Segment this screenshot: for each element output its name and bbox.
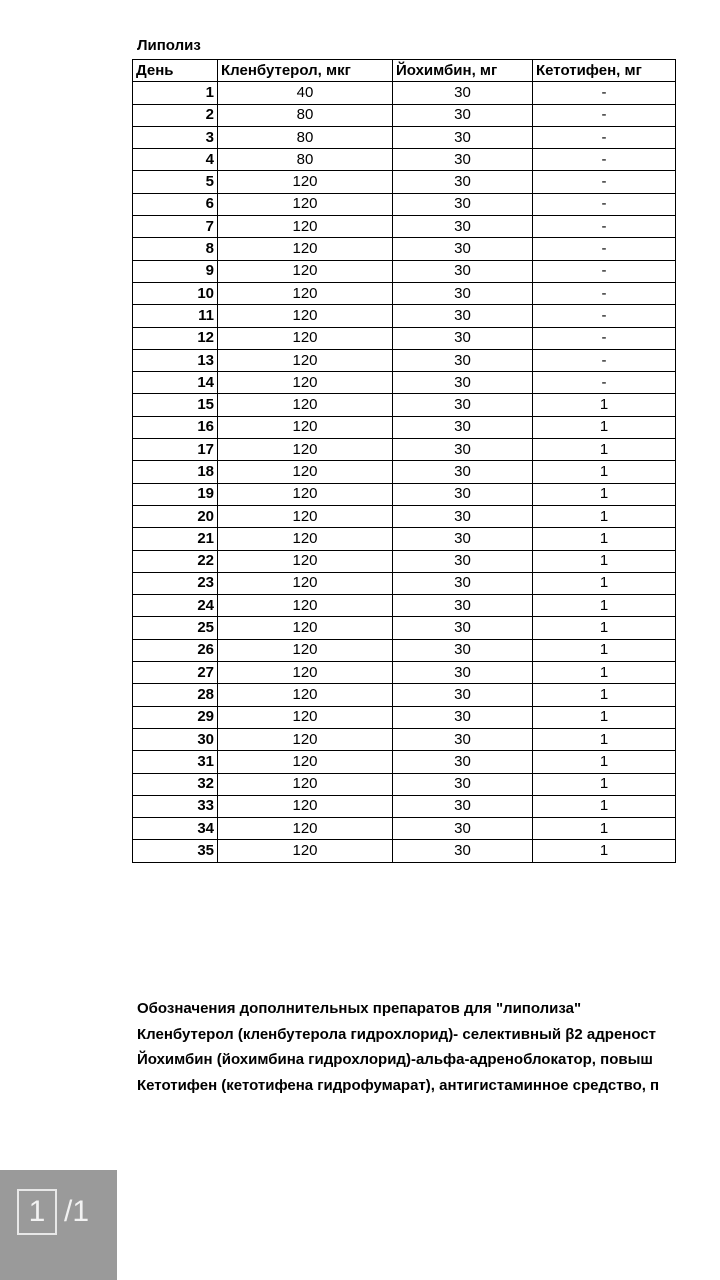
note-yohimbine: Йохимбин (йохимбина гидрохлорид)-альфа-адреноблокатор, повыш — [137, 1051, 653, 1068]
cell-day: 8 — [133, 238, 218, 260]
cell-yohimbine: 30 — [393, 795, 533, 817]
cell-yohimbine: 30 — [393, 126, 533, 148]
table-row — [133, 349, 676, 371]
table-row — [133, 149, 676, 171]
table-row — [133, 416, 676, 438]
cell-day: 28 — [133, 684, 218, 706]
cell-yohimbine: 30 — [393, 684, 533, 706]
cell-day: 13 — [133, 349, 218, 371]
cell-yohimbine: 30 — [393, 149, 533, 171]
cell-yohimbine: 30 — [393, 728, 533, 750]
cell-clenbuterol: 120 — [218, 773, 393, 795]
cell-day: 21 — [133, 528, 218, 550]
cell-yohimbine: 30 — [393, 439, 533, 461]
cell-yohimbine: 30 — [393, 595, 533, 617]
cell-day: 26 — [133, 639, 218, 661]
cell-yohimbine: 30 — [393, 706, 533, 728]
cell-yohimbine: 30 — [393, 238, 533, 260]
cell-day: 24 — [133, 595, 218, 617]
table-row — [133, 104, 676, 126]
cell-day: 11 — [133, 305, 218, 327]
cell-clenbuterol: 120 — [218, 550, 393, 572]
table-row — [133, 595, 676, 617]
cell-ketotifen: 1 — [533, 795, 676, 817]
table-row — [133, 305, 676, 327]
table-row — [133, 483, 676, 505]
cell-day: 27 — [133, 662, 218, 684]
table-row — [133, 818, 676, 840]
cell-ketotifen: 1 — [533, 818, 676, 840]
cell-yohimbine: 30 — [393, 216, 533, 238]
table-row — [133, 171, 676, 193]
cell-clenbuterol: 120 — [218, 305, 393, 327]
cell-ketotifen: - — [533, 149, 676, 171]
cell-day: 18 — [133, 461, 218, 483]
cell-ketotifen: - — [533, 327, 676, 349]
cell-ketotifen: 1 — [533, 684, 676, 706]
cell-ketotifen: 1 — [533, 483, 676, 505]
cell-clenbuterol: 80 — [218, 104, 393, 126]
table-row — [133, 684, 676, 706]
cell-ketotifen: 1 — [533, 773, 676, 795]
cell-ketotifen: - — [533, 104, 676, 126]
cell-clenbuterol: 120 — [218, 372, 393, 394]
table-row — [133, 260, 676, 282]
table-row — [133, 126, 676, 148]
cell-ketotifen: - — [533, 260, 676, 282]
cell-ketotifen: 1 — [533, 394, 676, 416]
header-day: День — [133, 60, 218, 82]
cell-day: 29 — [133, 706, 218, 728]
table-row — [133, 282, 676, 304]
cell-clenbuterol: 80 — [218, 149, 393, 171]
cell-yohimbine: 30 — [393, 104, 533, 126]
cell-day: 33 — [133, 795, 218, 817]
cell-yohimbine: 30 — [393, 327, 533, 349]
note-clenbuterol: Кленбутерол (кленбутерола гидрохлорид)- селективный β2 адреност — [137, 1025, 657, 1043]
table-row — [133, 193, 676, 215]
cell-day: 2 — [133, 104, 218, 126]
cell-clenbuterol: 120 — [218, 171, 393, 193]
sheet-title: Липолиз — [137, 37, 201, 54]
table-row — [133, 216, 676, 238]
cell-day: 35 — [133, 840, 218, 862]
cell-clenbuterol: 120 — [218, 216, 393, 238]
cell-ketotifen: 1 — [533, 572, 676, 594]
cell-day: 25 — [133, 617, 218, 639]
cell-ketotifen: 1 — [533, 595, 676, 617]
cell-clenbuterol: 120 — [218, 572, 393, 594]
cell-day: 4 — [133, 149, 218, 171]
cell-yohimbine: 30 — [393, 461, 533, 483]
cell-day: 3 — [133, 126, 218, 148]
cell-clenbuterol: 120 — [218, 349, 393, 371]
cell-ketotifen: 1 — [533, 662, 676, 684]
cell-ketotifen: 1 — [533, 461, 676, 483]
cell-ketotifen: - — [533, 126, 676, 148]
cell-day: 1 — [133, 82, 218, 104]
cell-yohimbine: 30 — [393, 773, 533, 795]
cell-day: 34 — [133, 818, 218, 840]
cell-yohimbine: 30 — [393, 282, 533, 304]
cell-ketotifen: 1 — [533, 416, 676, 438]
cell-clenbuterol: 120 — [218, 684, 393, 706]
table-row — [133, 728, 676, 750]
table-row — [133, 840, 676, 862]
cell-yohimbine: 30 — [393, 372, 533, 394]
total-pages: /1 — [64, 1195, 90, 1228]
notes-section — [137, 996, 720, 1098]
cell-ketotifen: - — [533, 349, 676, 371]
cell-day: 31 — [133, 751, 218, 773]
cell-day: 15 — [133, 394, 218, 416]
cell-ketotifen: - — [533, 171, 676, 193]
cell-ketotifen: 1 — [533, 550, 676, 572]
cell-yohimbine: 30 — [393, 662, 533, 684]
table-row — [133, 461, 676, 483]
cell-ketotifen: - — [533, 282, 676, 304]
cell-ketotifen: - — [533, 216, 676, 238]
cell-clenbuterol: 80 — [218, 126, 393, 148]
cell-ketotifen: 1 — [533, 528, 676, 550]
cell-ketotifen: - — [533, 305, 676, 327]
cell-ketotifen: 1 — [533, 751, 676, 773]
cell-ketotifen: 1 — [533, 639, 676, 661]
cell-ketotifen: - — [533, 372, 676, 394]
cell-day: 20 — [133, 505, 218, 527]
cell-day: 22 — [133, 550, 218, 572]
cell-clenbuterol: 120 — [218, 282, 393, 304]
table-row — [133, 572, 676, 594]
table-row — [133, 639, 676, 661]
cell-yohimbine: 30 — [393, 751, 533, 773]
cell-yohimbine: 30 — [393, 416, 533, 438]
cell-clenbuterol: 40 — [218, 82, 393, 104]
table-row — [133, 662, 676, 684]
cell-ketotifen: 1 — [533, 728, 676, 750]
cell-clenbuterol: 120 — [218, 751, 393, 773]
cell-day: 10 — [133, 282, 218, 304]
cell-clenbuterol: 120 — [218, 662, 393, 684]
cell-yohimbine: 30 — [393, 394, 533, 416]
cell-day: 19 — [133, 483, 218, 505]
cell-day: 5 — [133, 171, 218, 193]
cell-yohimbine: 30 — [393, 260, 533, 282]
header-clenbuterol: Кленбутерол, мкг — [218, 60, 393, 82]
cell-day: 30 — [133, 728, 218, 750]
cell-yohimbine: 30 — [393, 572, 533, 594]
cell-yohimbine: 30 — [393, 639, 533, 661]
cell-clenbuterol: 120 — [218, 461, 393, 483]
cell-clenbuterol: 120 — [218, 238, 393, 260]
table-row — [133, 751, 676, 773]
header-yohimbine: Йохимбин, мг — [393, 60, 533, 82]
table-row — [133, 238, 676, 260]
cell-clenbuterol: 120 — [218, 327, 393, 349]
cell-day: 7 — [133, 216, 218, 238]
cell-ketotifen: 1 — [533, 617, 676, 639]
cell-clenbuterol: 120 — [218, 795, 393, 817]
cell-clenbuterol: 120 — [218, 728, 393, 750]
cell-clenbuterol: 120 — [218, 394, 393, 416]
cell-yohimbine: 30 — [393, 483, 533, 505]
table-row — [133, 617, 676, 639]
cell-day: 23 — [133, 572, 218, 594]
cell-day: 16 — [133, 416, 218, 438]
cell-day: 14 — [133, 372, 218, 394]
cell-ketotifen: - — [533, 82, 676, 104]
page-indicator[interactable] — [0, 1170, 117, 1280]
cell-clenbuterol: 120 — [218, 260, 393, 282]
table-row — [133, 439, 676, 461]
cell-clenbuterol: 120 — [218, 617, 393, 639]
cell-ketotifen: - — [533, 193, 676, 215]
table-row — [133, 327, 676, 349]
current-page[interactable]: 1 — [17, 1189, 57, 1235]
cell-clenbuterol: 120 — [218, 193, 393, 215]
table-row — [133, 505, 676, 527]
cell-yohimbine: 30 — [393, 505, 533, 527]
cell-clenbuterol: 120 — [218, 416, 393, 438]
cell-yohimbine: 30 — [393, 528, 533, 550]
cell-clenbuterol: 120 — [218, 528, 393, 550]
table-row — [133, 550, 676, 572]
cell-clenbuterol: 120 — [218, 818, 393, 840]
table-row — [133, 706, 676, 728]
notes-heading: Обозначения дополнительных препаратов для "липолиза" — [137, 1000, 582, 1017]
cell-yohimbine: 30 — [393, 305, 533, 327]
cell-clenbuterol: 120 — [218, 505, 393, 527]
cell-clenbuterol: 120 — [218, 639, 393, 661]
dosage-table — [132, 59, 676, 863]
cell-clenbuterol: 120 — [218, 595, 393, 617]
cell-yohimbine: 30 — [393, 193, 533, 215]
table-row — [133, 82, 676, 104]
table-header-row — [133, 60, 676, 82]
cell-clenbuterol: 120 — [218, 840, 393, 862]
table-row — [133, 773, 676, 795]
cell-ketotifen: 1 — [533, 706, 676, 728]
cell-day: 6 — [133, 193, 218, 215]
note-ketotifen: Кетотифен (кетотифена гидрофумарат), антигистаминное средство, п — [137, 1076, 660, 1094]
cell-day: 12 — [133, 327, 218, 349]
cell-day: 32 — [133, 773, 218, 795]
cell-yohimbine: 30 — [393, 617, 533, 639]
cell-yohimbine: 30 — [393, 82, 533, 104]
cell-day: 9 — [133, 260, 218, 282]
cell-clenbuterol: 120 — [218, 706, 393, 728]
cell-clenbuterol: 120 — [218, 483, 393, 505]
cell-yohimbine: 30 — [393, 840, 533, 862]
cell-ketotifen: 1 — [533, 505, 676, 527]
cell-yohimbine: 30 — [393, 171, 533, 193]
cell-ketotifen: 1 — [533, 840, 676, 862]
table-row — [133, 528, 676, 550]
cell-ketotifen: - — [533, 238, 676, 260]
cell-yohimbine: 30 — [393, 349, 533, 371]
cell-clenbuterol: 120 — [218, 439, 393, 461]
cell-ketotifen: 1 — [533, 439, 676, 461]
table-row — [133, 372, 676, 394]
cell-day: 17 — [133, 439, 218, 461]
table-row — [133, 795, 676, 817]
table-row — [133, 394, 676, 416]
header-ketotifen: Кетотифен, мг — [533, 60, 676, 82]
cell-yohimbine: 30 — [393, 818, 533, 840]
cell-yohimbine: 30 — [393, 550, 533, 572]
